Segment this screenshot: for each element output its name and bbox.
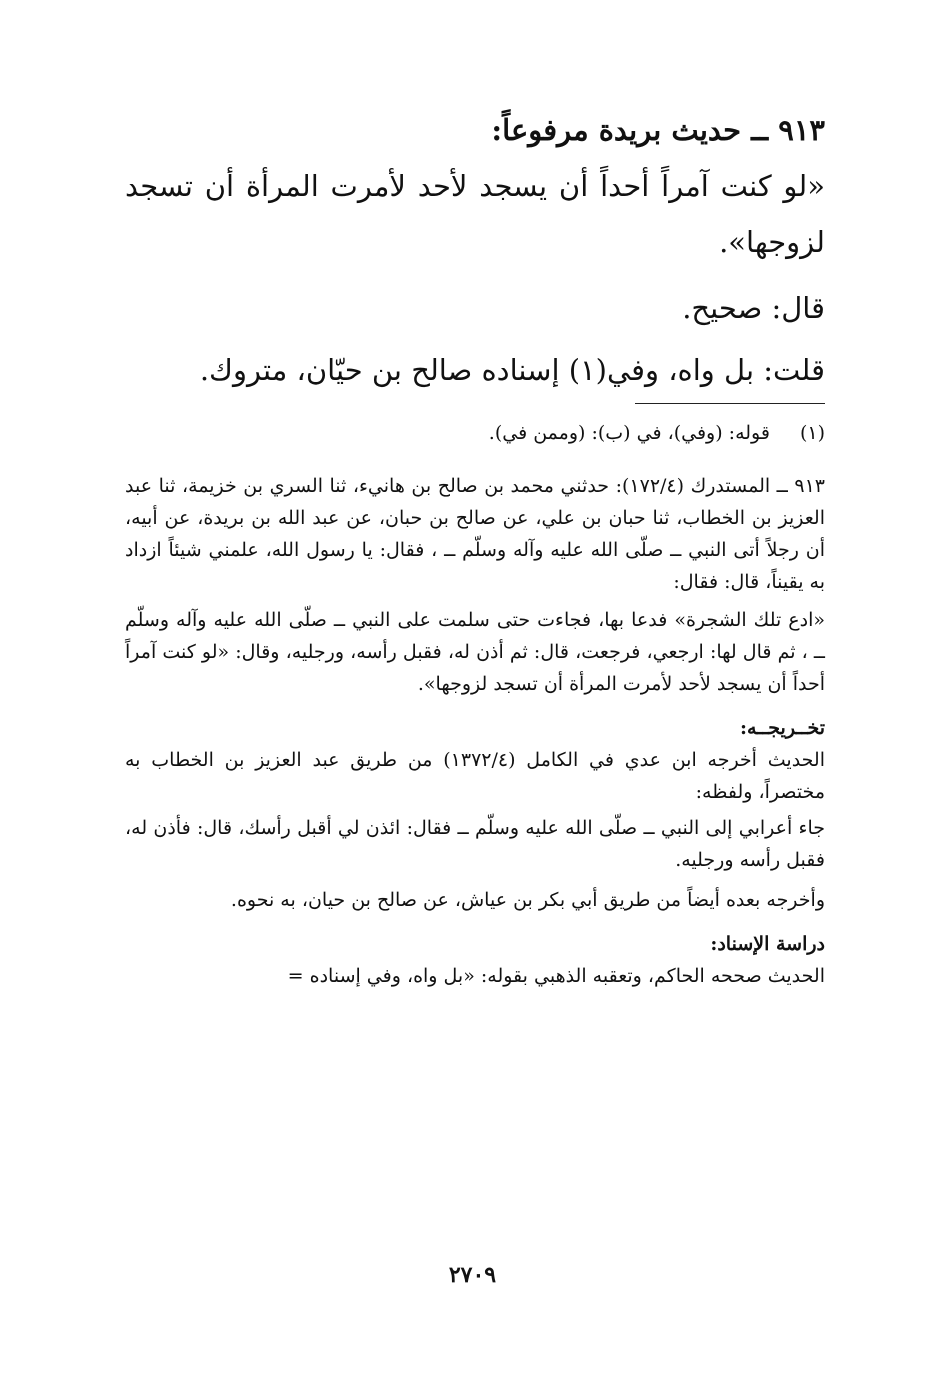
commentary-p2: «ادع تلك الشجرة» فدعا بها، فجاءت حتى سلمت على النبي ــ صلّى الله عليه وآله وسلّم ــ ، ثم قال لها: ارجعي، فرجعت، قال: ثم أذن له، فقبل رأسه، ورجليه، وقال: «لو كنت آمراً أحداً أن يسجد لأحد لأمرت المرأة أن تسجد لزوجها». <box>125 609 825 695</box>
isnad-heading: دراسة الإسناد: <box>710 933 825 955</box>
commentary <box>125 470 825 992</box>
commentary-p3: الحديث أخرجه ابن عدي في الكامل (١٣٧٢/٤) من طريق عبد العزيز بن الخطاب به مختصراً، ولفظه: <box>125 749 825 803</box>
page-number: ٢٧٠٩ <box>448 1262 497 1288</box>
commentary-p1: ٩١٣ ــ المستدرك (١٧٢/٤): حدثني محمد بن صالح بن هانيء، ثنا السري بن خزيمة، ثنا عبد العزيز بن الخطاب، ثنا حبان بن علي، عن صالح بن حبان، عن عبد الله بن بريدة، عن أبيه، أن رجلاً أتى النبي ــ صلّى الله عليه وآله وسلّم ــ ، فقال: يا رسول الله، علمني شيئاً ازداد به يقيناً، قال: فقال: <box>125 475 825 593</box>
qultu-line: قلت: بل واه، وفي(١) إسناده صالح بن حيّان، متروك. <box>199 353 825 387</box>
commentary-p6: الحديث صححه الحاكم، وتعقبه الذهبي بقوله: «بل واه، وفي إسناده = <box>287 965 825 987</box>
footnote-separator <box>635 403 825 404</box>
takhrij-heading: تخــريجــه: <box>739 717 825 739</box>
footnote-number: (١) <box>799 422 825 444</box>
main-text <box>125 102 825 398</box>
hadith-title: ٩١٣ ــ حديث بريدة مرفوعاً: <box>491 113 825 147</box>
commentary-p4: جاء أعرابي إلى النبي ــ صلّى الله عليه وسلّم ــ فقال: ائذن لي أقبل رأسك، قال: فأذن له، فقبل رأسه ورجليه. <box>125 817 825 871</box>
hadith-text: «لو كنت آمراً أحداً أن يسجد لأحد لأمرت المرأة أن تسجد لزوجها». <box>125 169 825 259</box>
footnote-text: قوله: (وفي)، في (ب): (وممن في). <box>488 422 770 444</box>
qala-line: قال: صحيح. <box>682 291 825 325</box>
footnote <box>125 417 825 449</box>
commentary-p5: وأخرجه بعده أيضاً من طريق أبي بكر بن عياش، عن صالح بن حيان، به نحوه. <box>230 889 825 911</box>
